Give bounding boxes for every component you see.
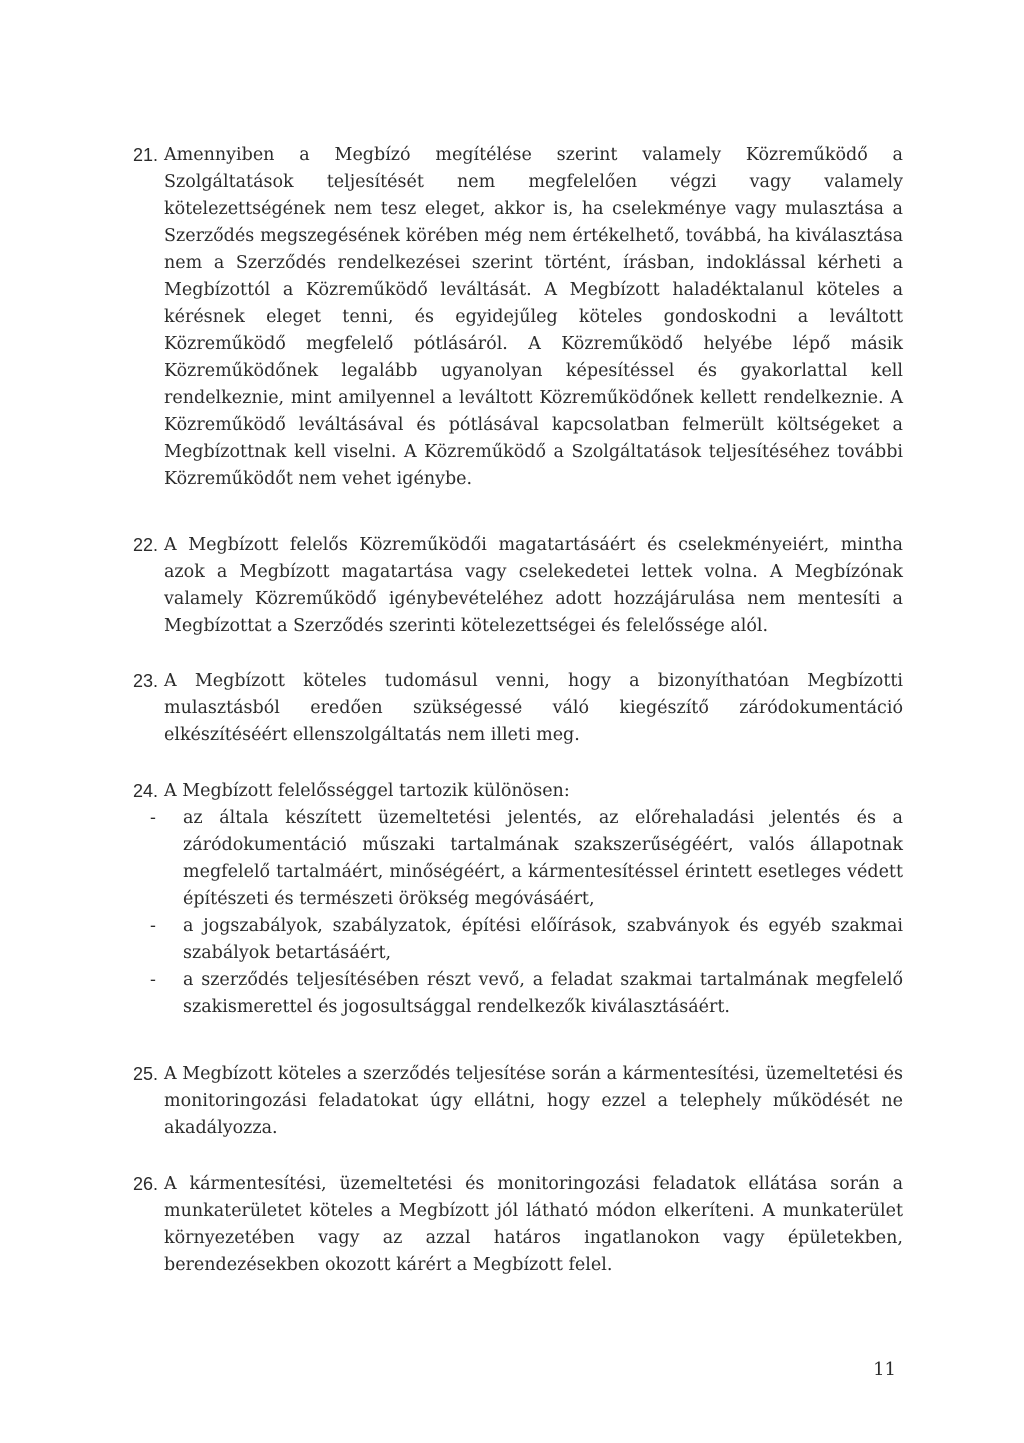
clause-number: 25. [133, 1064, 159, 1084]
clause-number: 26. [133, 1174, 159, 1194]
clause-25 [133, 1061, 903, 1142]
clause-body [150, 778, 903, 1021]
clause-number: 21. [133, 145, 159, 165]
list-item [150, 913, 903, 967]
bullet-text: a jogszabályok, szabályzatok, építési előírások, szabványok és egyéb szakmai szabályok betartásáért, [183, 916, 903, 963]
clause-intro: A Megbízott felelősséggel tartozik különösen: [164, 781, 570, 801]
clause-26 [133, 1171, 903, 1279]
bullet-dash: - [150, 916, 156, 936]
bullet-dash: - [150, 808, 156, 828]
list-item [150, 967, 903, 1021]
bullet-text: a szerződés teljesítésében részt vevő, a feladat szakmai tartalmának megfelelő szakismerettel és jogosultsággal rendelkezők kiválasztásáért. [183, 970, 903, 1017]
clause-number: 23. [133, 671, 159, 691]
clause-number: 22. [133, 535, 159, 555]
clause-text: A kármentesítési, üzemeltetési és monitoringozási feladatok ellátása során a munkaterületet köteles a Megbízott jól látható módon elkeríteni. A munkaterület környezetében vagy az azzal határos ingatlanokon vagy épületekben, berendezésekben okozott kárért a Megbízott felel. [164, 1174, 903, 1275]
bullet-text: az általa készített üzemeltetési jelentés, az előrehaladási jelentés és a záródokumentáció műszaki tartalmának szakszerűségéért, valós állapotnak megfelelő tartalmáért, minőségéért, a kármentesítéssel érintett esetleges védett építészeti és természeti örökség megóvásáért, [183, 808, 903, 909]
clause-number: 24. [133, 781, 159, 801]
page-number: 11 [873, 1359, 896, 1380]
clause-22 [133, 532, 903, 640]
bullet-list [150, 805, 903, 1021]
clause-21 [133, 142, 903, 493]
bullet-dash: - [150, 970, 156, 990]
clause-text: Amennyiben a Megbízó megítélése szerint valamely Közreműködő a Szolgáltatások teljesítését nem megfelelően végzi vagy valamely kötelezettségének nem tesz eleget, akkor is, ha cselekménye vagy mulasztása a Szerződés megszegésének körében még nem értékelhető, továbbá, ha kiválasztása nem a Szerződés rendelkezései szerint történt, írásban, indoklással kérheti a Megbízottól a Közreműködő leváltását. A Megbízott haladéktalanul köteles a kérésnek eleget tenni, és egyidejűleg köteles gondoskodni a leváltott Közreműködő megfelelő pótlásáról. A Közreműködő helyébe lépő másik Közreműködőnek legalább ugyanolyan képesítéssel és gyakorlattal kell rendelkeznie, mint amilyennel a leváltott Közreműködőnek kellett rendelkeznie. A Közreműködő leváltásával és pótlásával kapcsolatban felmerült költségeket a Megbízottnak kell viselni. A Közreműködő a Szolgáltatások teljesítéséhez további Közreműködőt nem vehet igénybe. [164, 145, 903, 489]
clause-text: A Megbízott köteles a szerződés teljesítése során a kármentesítési, üzemeltetési és monitoringozási feladatokat úgy ellátni, hogy ezzel a telephely működését ne akadályozza. [164, 1064, 903, 1138]
clause-23 [133, 668, 903, 749]
list-item [150, 805, 903, 913]
clause-text: A Megbízott köteles tudomásul venni, hogy a bizonyíthatóan Megbízotti mulasztásból eredően szükségessé váló kiegészítő záródokumentáció elkészítéséért ellenszolgáltatás nem illeti meg. [164, 671, 903, 745]
clause-text: A Megbízott felelős Közreműködői magatartásáért és cselekményeiért, mintha azok a Megbízott magatartása vagy cselekedetei lettek volna. A Megbízónak valamely Közreműködő igénybevételéhez adott hozzájárulása nem mentesíti a Megbízottat a Szerződés szerinti kötelezettségei és felelőssége alól. [164, 535, 903, 636]
clause-24 [133, 778, 903, 1021]
